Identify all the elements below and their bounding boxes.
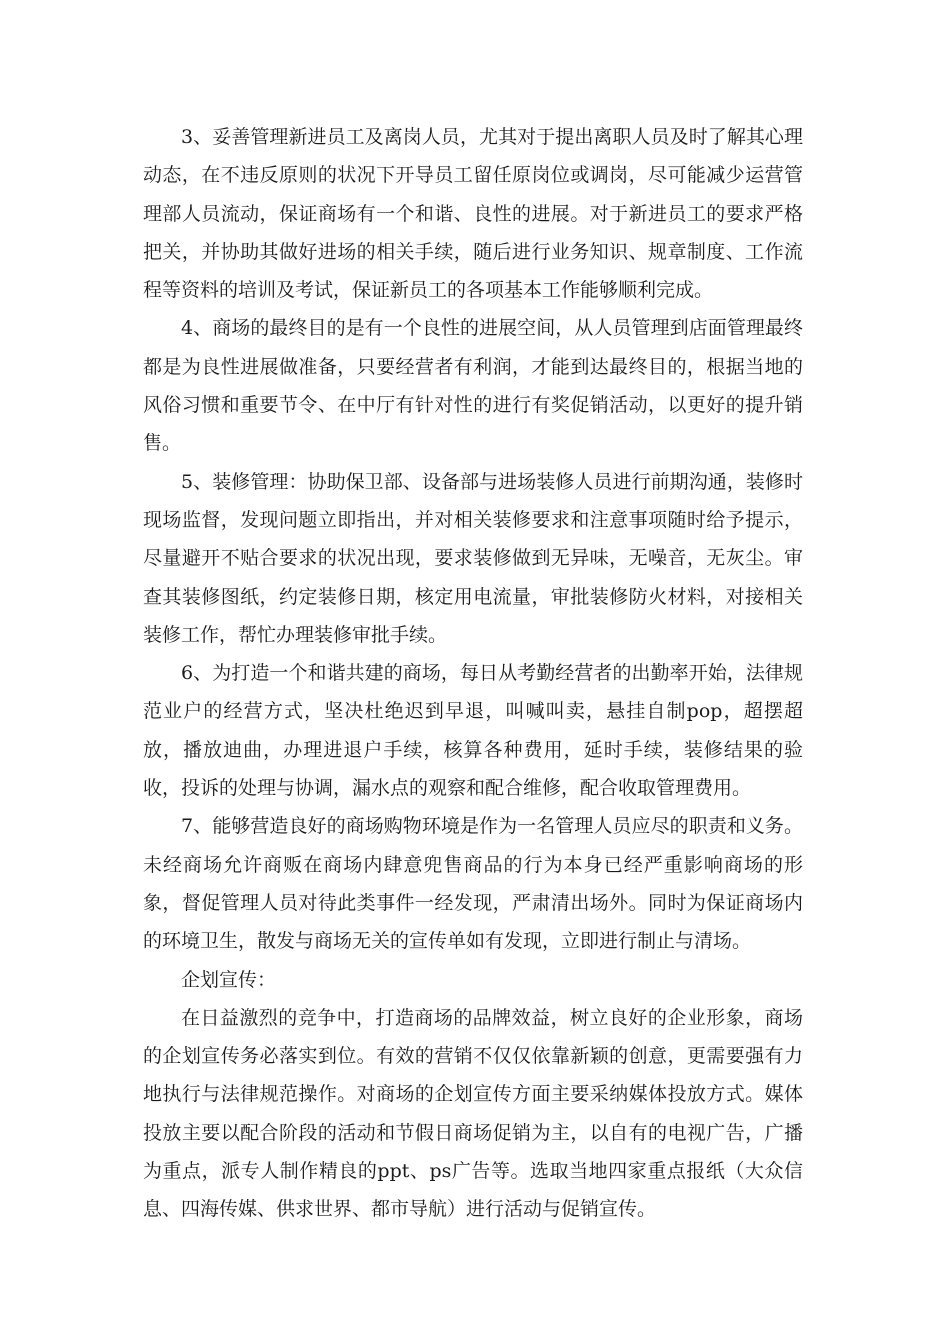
- paragraph-harmonious-mall: 6、为打造一个和谐共建的商场，每日从考勤经营者的出勤率开始，法律规范业户的经营方式，坚决杜绝迟到早退，叫喊叫卖，悬挂自制pop，超摆超放，播放迪曲，办理进退户手续，核算各种费用，延时手续，装修结果的验收，投诉的处理与协调，漏水点的观察和配合维修，配合收取管理费用。: [143, 662, 803, 800]
- document-body: [143, 118, 803, 1229]
- paragraph-development-goal: 4、商场的最终目的是有一个良性的进展空间，从人员管理到店面管理最终都是为良性进展做准备，只要经营者有利润，才能到达最终目的，根据当地的风俗习惯和重要节令、在中厅有针对性的进行有奖促销活动，以更好的提升销售。: [143, 317, 803, 455]
- paragraph-planning-promotion: 在日益激烈的竞争中，打造商场的品牌效益，树立良好的企业形象，商场的企划宣传务必落实到位。有效的营销不仅仅依靠新颖的创意，更需要强有力地执行与法律规范操作。对商场的企划宣传方面主要采纳媒体投放方式。媒体投放主要以配合阶段的活动和节假日商场促销为主，以自有的电视广告，广播为重点，派专人制作精良的ppt、ps广告等。选取当地四家重点报纸（大众信息、四海传媒、供求世界、都市导航）进行活动与促销宣传。: [143, 1006, 803, 1221]
- section-heading-planning: 企划宣传：: [181, 968, 277, 991]
- paragraph-shopping-environment: 7、能够营造良好的商场购物环境是作为一名管理人员应尽的职责和义务。未经商场允许商贩在商场内肆意兜售商品的行为本身已经严重影响商场的形象，督促管理人员对待此类事件一经发现，严肃清出场外。同时为保证商场内的环境卫生，散发与商场无关的宣传单如有发现，立即进行制止与清场。: [143, 815, 803, 953]
- paragraph-renovation-management: 5、装修管理：协助保卫部、设备部与进场装修人员进行前期沟通，装修时现场监督，发现问题立即指出，并对相关装修要求和注意事项随时给予提示，尽量避开不贴合要求的状况出现，要求装修做到无异味，无噪音，无灰尘。审查其装修图纸，约定装修日期，核定用电流量，审批装修防火材料，对接相关装修工作，帮忙办理装修审批手续。: [143, 470, 803, 646]
- paragraph-staff-management: 3、妥善管理新进员工及离岗人员，尤其对于提出离职人员及时了解其心理动态，在不违反原则的状况下开导员工留任原岗位或调岗，尽可能减少运营管理部人员流动，保证商场有一个和谐、良性的进展。对于新进员工的要求严格把关，并协助其做好进场的相关手续，随后进行业务知识、规章制度、工作流程等资料的培训及考试，保证新员工的各项基本工作能够顺利完成。: [143, 126, 803, 302]
